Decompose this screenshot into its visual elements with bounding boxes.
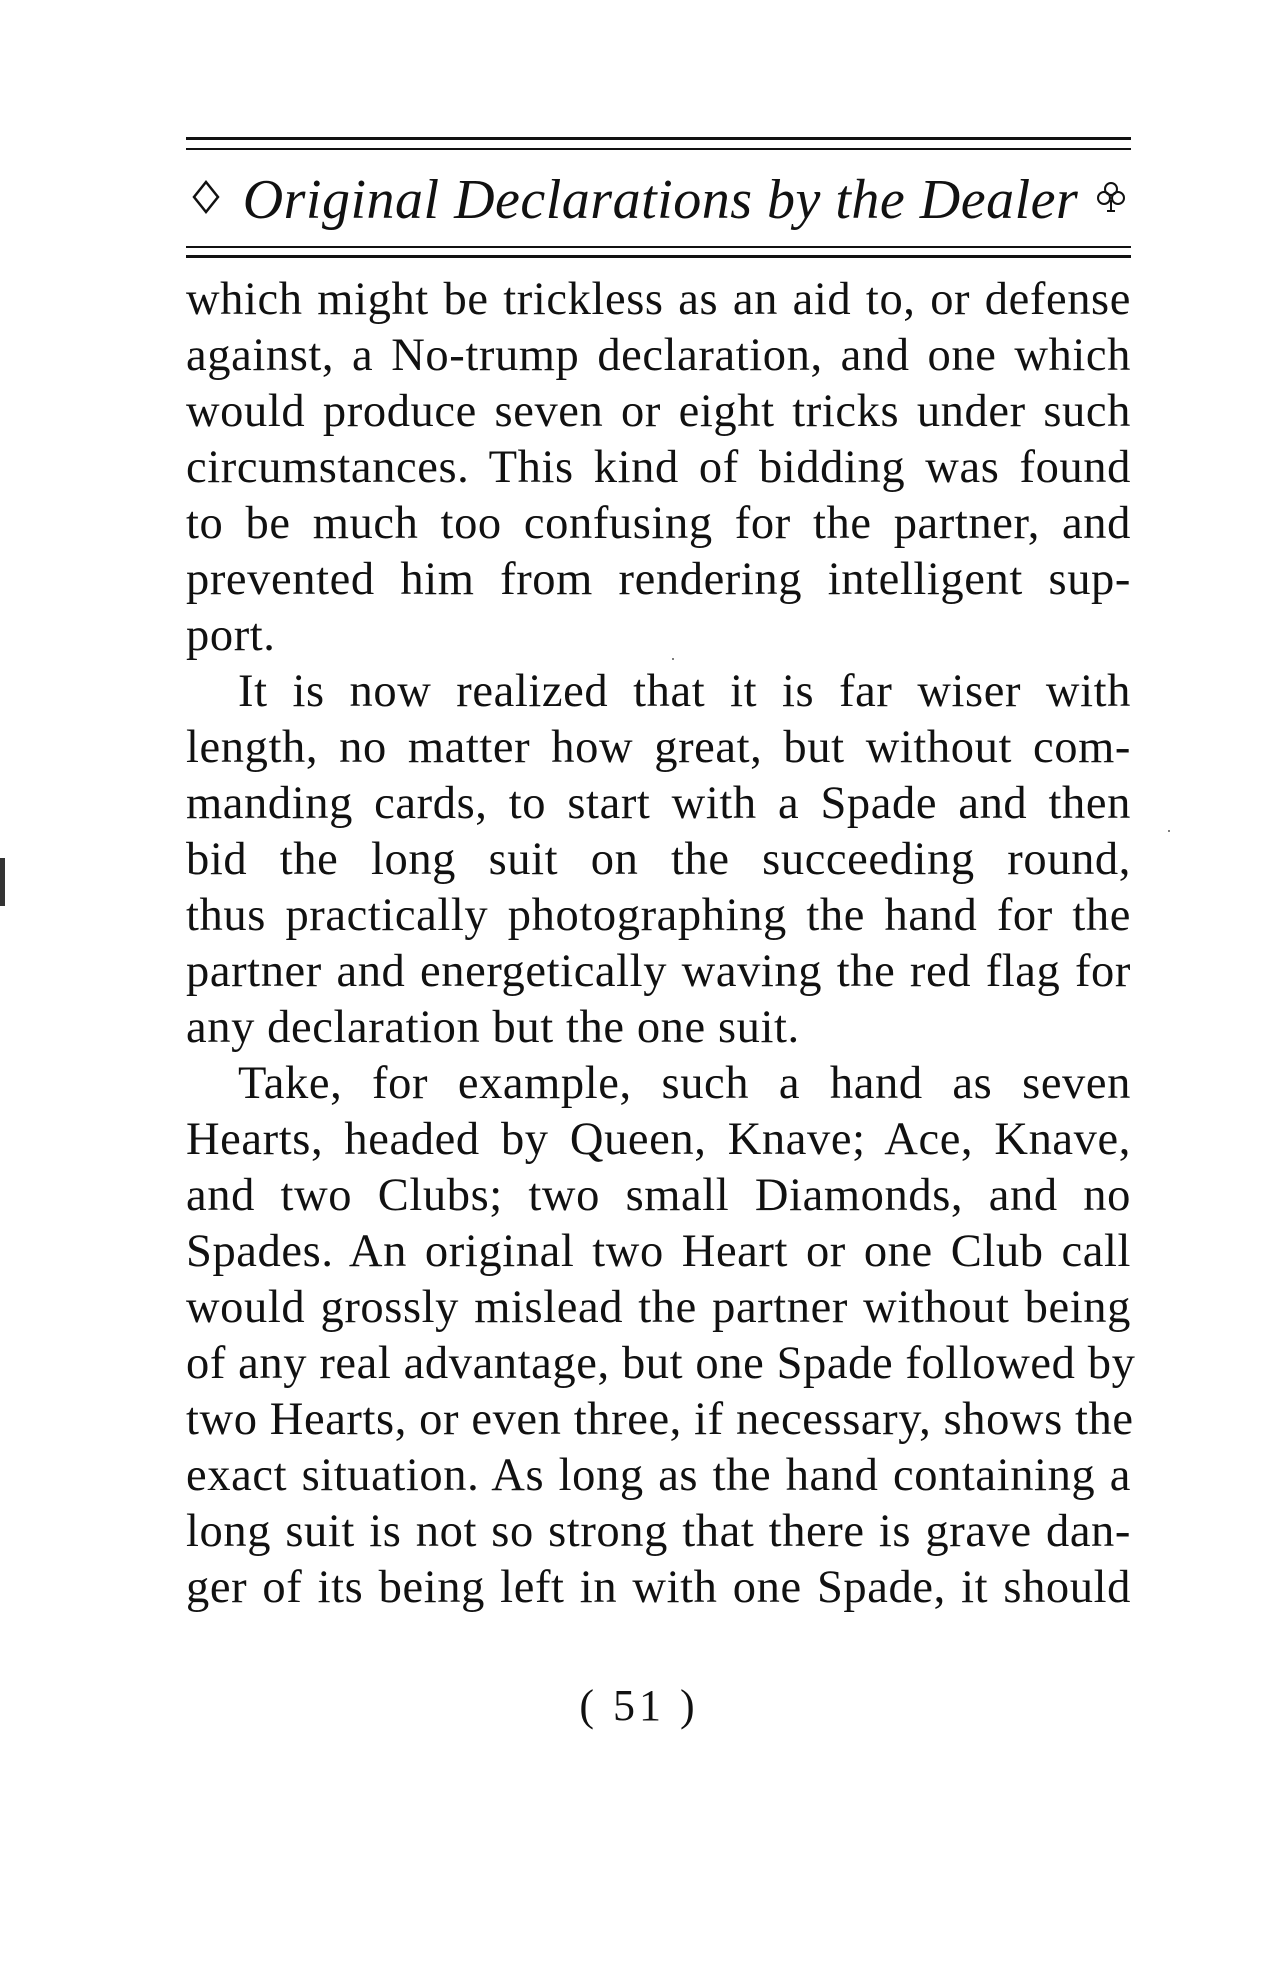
diamond-icon <box>191 180 221 221</box>
running-head-title: Original Declarations by the Dealer <box>242 169 1079 231</box>
paragraph <box>186 664 1131 1056</box>
text-line: prevented him from rendering intelligent sup- <box>186 554 1131 605</box>
scan-speck <box>1168 830 1170 832</box>
paragraph <box>186 272 1131 664</box>
text-line: two Hearts, or even three, if necessary, shows the <box>186 1394 1134 1445</box>
text-line: of any real advantage, but one Spade followed by <box>186 1338 1136 1389</box>
text-line: would produce seven or eight tricks under such <box>186 386 1131 437</box>
text-line: length, no matter how great, but without com- <box>186 722 1131 773</box>
text-line: Spades. An original two Heart or one Club call <box>186 1226 1131 1277</box>
text-line: It is now realized that it is far wiser with <box>238 666 1131 717</box>
text-line: would grossly mislead the partner without being <box>186 1282 1131 1333</box>
text-line: long suit is not so strong that there is grave dan- <box>186 1506 1131 1557</box>
text-line: Hearts, headed by Queen, Knave; Ace, Knave, <box>186 1114 1131 1165</box>
club-icon <box>1096 180 1126 221</box>
header-rule-bottom-inner <box>186 246 1131 248</box>
paragraph <box>186 1056 1136 1616</box>
text-line: port. <box>186 610 276 661</box>
text-line: bid the long suit on the succeeding round, <box>186 834 1131 885</box>
text-line: and two Clubs; two small Diamonds, and no <box>186 1170 1131 1221</box>
scan-speck <box>672 658 674 660</box>
text-line: thus practically photographing the hand for the <box>186 890 1131 941</box>
text-line: partner and energetically waving the red flag for <box>186 946 1131 997</box>
text-line: against, a No-trump declaration, and one which <box>186 330 1131 381</box>
text-line: any declaration but the one suit. <box>186 1002 800 1053</box>
page-number: ( 51 ) <box>579 1681 699 1730</box>
text-line: circumstances. This kind of bidding was found <box>186 442 1131 493</box>
header-rule-bottom <box>186 255 1131 258</box>
text-line: Take, for example, such a hand as seven <box>238 1058 1131 1109</box>
scan-gutter-mark <box>0 858 5 906</box>
text-line: manding cards, to start with a Spade and then <box>186 778 1131 829</box>
text-line: exact situation. As long as the hand containing a <box>186 1450 1131 1501</box>
text-line: which might be trickless as an aid to, or defense <box>186 274 1131 325</box>
header-rule-top-inner <box>186 148 1131 150</box>
body-text <box>186 272 1136 1616</box>
header-rule-top <box>186 137 1131 140</box>
text-line: to be much too confusing for the partner, and <box>186 498 1131 549</box>
running-header <box>186 158 1131 242</box>
text-line: ger of its being left in with one Spade, it should <box>186 1562 1131 1613</box>
